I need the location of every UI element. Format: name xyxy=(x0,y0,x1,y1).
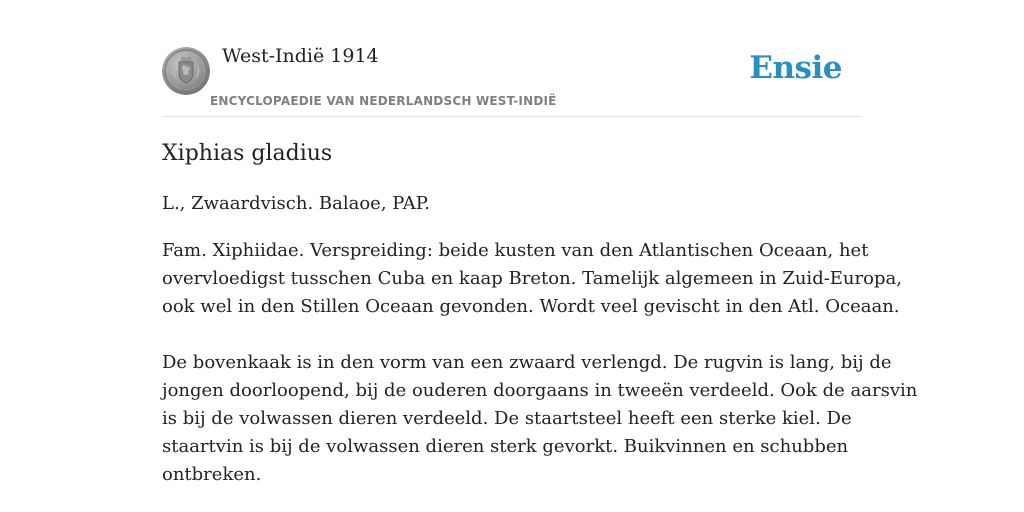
paragraph-line: staartvin is bij de volwassen dieren sterk gevorkt. Buikvinnen en schubben xyxy=(162,436,849,457)
coin-emblem-icon xyxy=(162,47,210,95)
article-content xyxy=(162,138,918,489)
article-paragraph xyxy=(162,349,918,489)
source-header xyxy=(162,0,862,117)
paragraph-line: is bij de volwassen dieren verdeeld. De staartsteel heeft een sterke kiel. De xyxy=(162,408,852,429)
paragraph-line: Fam. Xiphiidae. Verspreiding: beide kusten van den Atlantischen Oceaan, het xyxy=(162,240,869,261)
paragraph-line: ook wel in den Stillen Oceaan gevonden. Wordt veel gevischt in den Atl. Oceaan. xyxy=(162,296,900,317)
paragraph-line: overvloedigst tusschen Cuba en kaap Breton. Tamelijk algemeen in Zuid-Europa, xyxy=(162,268,902,289)
paragraph-line: jongen doorloopend, bij de ouderen doorgaans in tweeën verdeeld. Ook de aarsvin xyxy=(162,380,918,401)
article-paragraph xyxy=(162,237,902,321)
article-title: Xiphias gladius xyxy=(162,141,333,166)
paragraph-line: ontbreken. xyxy=(162,464,262,485)
source-logo-coin[interactable] xyxy=(162,47,210,95)
ensie-logo-link[interactable]: Ensie xyxy=(749,50,842,86)
source-subtitle: ENCYCLOPAEDIE VAN NEDERLANDSCH WEST-INDIË xyxy=(210,94,557,108)
paragraph-line: De bovenkaak is in den vorm van een zwaard verlengd. De rugvin is lang, bij de xyxy=(162,352,892,373)
source-title[interactable]: West-Indië 1914 xyxy=(222,45,379,67)
article-byline: L., Zwaardvisch. Balaoe, PAP. xyxy=(162,193,430,214)
